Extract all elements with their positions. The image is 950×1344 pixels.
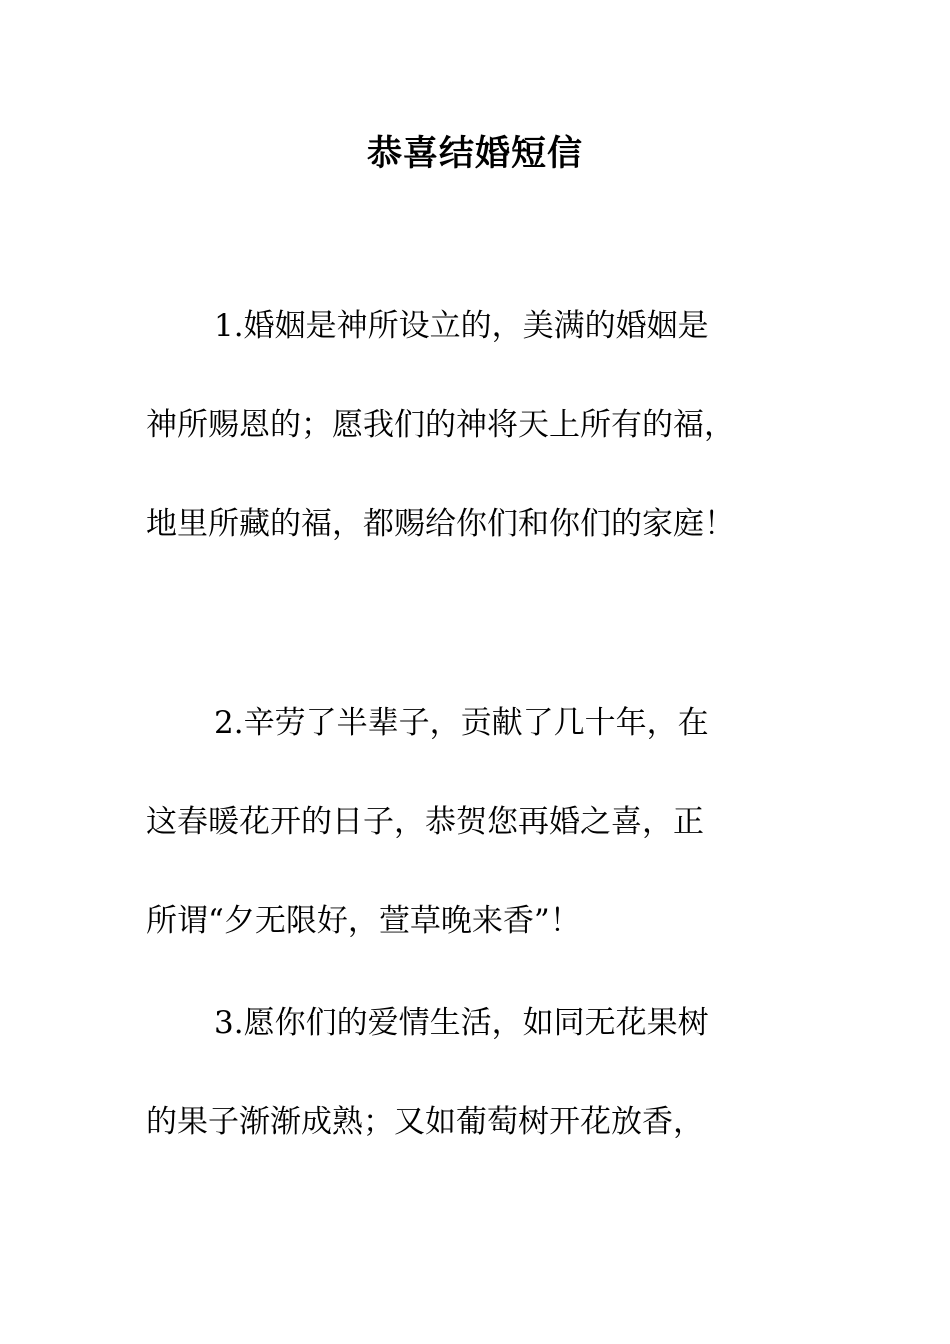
paragraph-line: 3.愿你们的爱情生活，如同无花果树 — [214, 1005, 709, 1041]
paragraph-line: 这春暖花开的日子，恭贺您再婚之喜，正 — [146, 804, 704, 840]
paragraph-line: 神所赐恩的；愿我们的神将天上所有的福， — [146, 407, 735, 443]
paragraph-line: 地里所藏的福，都赐给你们和你们的家庭！ — [146, 506, 735, 542]
paragraph-line: 的果子渐渐成熟；又如葡萄树开花放香， — [146, 1104, 704, 1140]
paragraph-line: 2.辛劳了半辈子，贡献了几十年，在 — [214, 705, 709, 741]
paragraph-line: 1.婚姻是神所设立的，美满的婚姻是 — [214, 308, 709, 344]
document-title: 恭喜结婚短信 — [366, 134, 583, 174]
paragraph-line: 所谓“夕无限好，萱草晚来香”！ — [146, 903, 581, 939]
